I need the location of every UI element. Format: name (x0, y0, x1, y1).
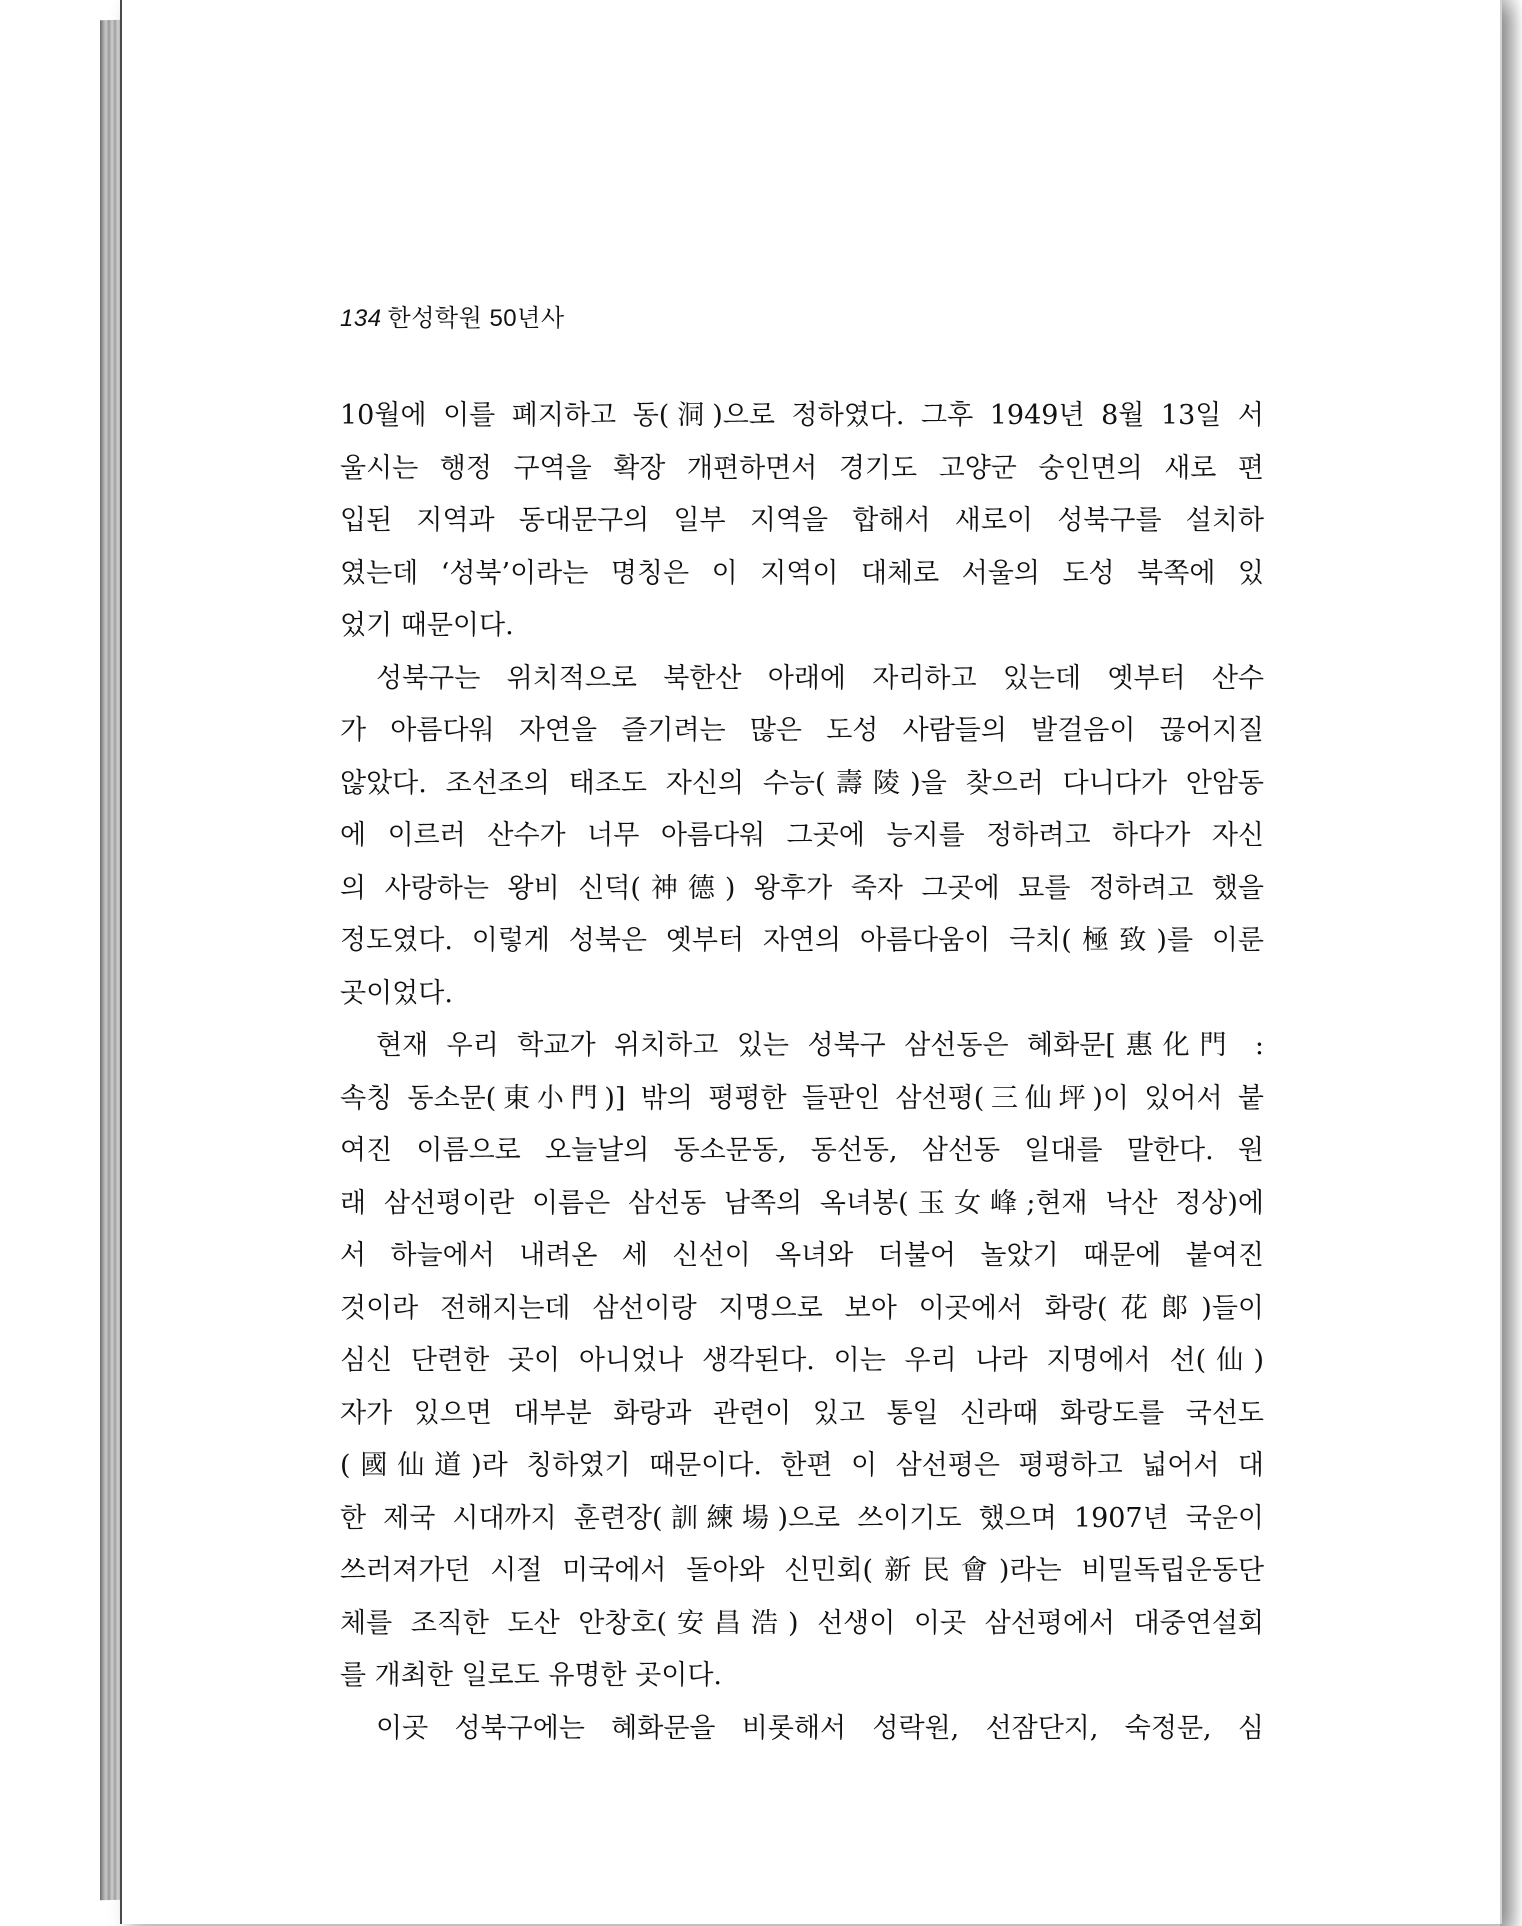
text-line: 정도였다. 이렇게 성북은 옛부터 자연의 아름다움이 극치(極致)를 이룬 (340, 925, 1264, 956)
book-title: 한성학원 50년사 (387, 305, 565, 332)
text-line: 울시는 행정 구역을 확장 개편하면서 경기도 고양군 숭인면의 새로 편 (340, 452, 1264, 484)
text-line: 현재 우리 학교가 위치하고 있는 성북구 삼선동은 혜화문[惠化門 : (376, 1030, 1264, 1061)
page-shadow (1500, 0, 1522, 1926)
text-line: 체를 조직한 도산 안창호(安昌浩) 선생이 이곳 삼선평에서 대중연설회 (340, 1607, 1264, 1639)
body-text (340, 390, 1264, 1755)
text-line: 한 제국 시대까지 훈련장(訓練場)으로 쓰이기도 했으며 1907년 국운이 (340, 1502, 1264, 1534)
text-line: 것이라 전해지는데 삼선이랑 지명으로 보아 이곳에서 화랑(花郞)들이 (340, 1292, 1264, 1324)
text-line: 가 아름다워 자연을 즐기려는 많은 도성 사람들의 발걸음이 끊어지질 (340, 715, 1264, 746)
text-line: 를 개최한 일로도 유명한 곳이다. (340, 1660, 722, 1691)
text-line: (國仙道)라 칭하였기 때문이다. 한편 이 삼선평은 평평하고 넓어서 대 (340, 1450, 1264, 1481)
text-line: 래 삼선평이란 이름은 삼선동 남쪽의 옥녀봉(玉女峰;현재 낙산 정상)에 (340, 1187, 1264, 1219)
text-line: 자가 있으면 대부분 화랑과 관련이 있고 통일 신라때 화랑도를 국선도 (340, 1397, 1264, 1429)
text-line: 여진 이름으로 오늘날의 동소문동, 동선동, 삼선동 일대를 말한다. 원 (340, 1135, 1264, 1166)
text-line: 의 사랑하는 왕비 신덕(神德) 왕후가 죽자 그곳에 묘를 정하려고 했을 (340, 872, 1264, 904)
text-line: 심신 단련한 곳이 아니었나 생각된다. 이는 우리 나라 지명에서 선(仙) (340, 1345, 1264, 1376)
text-line: 이곳 성북구에는 혜화문을 비롯해서 성락원, 선잠단지, 숙정문, 심 (376, 1712, 1264, 1744)
text-line: 속칭 동소문(東小門)] 밖의 평평한 들판인 삼선평(三仙坪)이 있어서 붙 (340, 1082, 1264, 1114)
text-line: 었기 때문이다. (340, 610, 514, 641)
text-line: 곳이었다. (340, 977, 453, 1009)
page-number: 134 (340, 305, 382, 332)
text-line: 성북구는 위치적으로 북한산 아래에 자리하고 있는데 옛부터 산수 (376, 662, 1264, 694)
text-line: 않았다. 조선조의 태조도 자신의 수능(壽陵)을 찾으러 다니다가 안암동 (340, 767, 1264, 799)
text-line: 에 이르러 산수가 너무 아름다워 그곳에 능지를 정하려고 하다가 자신 (340, 820, 1264, 851)
text-line: 입된 지역과 동대문구의 일부 지역을 합해서 새로이 성북구를 설치하 (340, 505, 1264, 536)
running-header (340, 298, 565, 333)
text-line: 쓰러져가던 시절 미국에서 돌아와 신민회(新民會)라는 비밀독립운동단 (340, 1555, 1264, 1586)
text-line: 10월에 이를 폐지하고 동(洞)으로 정하였다. 그후 1949년 8월 13일 서 (340, 400, 1264, 431)
text-line: 였는데 ‘성북’이라는 명칭은 이 지역이 대체로 서울의 도성 북쪽에 있 (340, 557, 1264, 589)
text-line: 서 하늘에서 내려온 세 신선이 옥녀와 더불어 놀았기 때문에 붙여진 (340, 1240, 1264, 1271)
